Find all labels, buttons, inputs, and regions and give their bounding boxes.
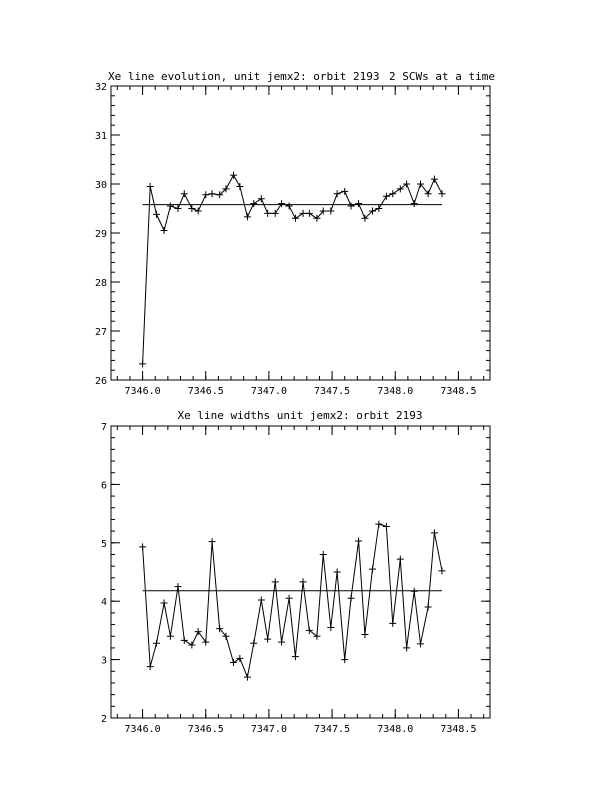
data-point-marker <box>403 644 410 651</box>
data-point-marker <box>230 172 237 179</box>
data-point-marker <box>147 183 154 190</box>
data-point-marker <box>334 569 341 576</box>
data-point-marker <box>195 207 202 214</box>
data-point-marker <box>431 529 438 536</box>
data-point-marker <box>209 538 216 545</box>
data-point-marker <box>250 200 257 207</box>
data-point-marker <box>188 642 195 649</box>
y-tick-label: 30 <box>94 180 107 191</box>
data-point-marker <box>327 624 334 631</box>
x-tick-label: 7347.0 <box>250 724 287 735</box>
data-point-marker <box>139 543 146 550</box>
data-point-marker <box>230 659 237 666</box>
data-point-marker <box>264 210 271 217</box>
data-point-marker <box>389 620 396 627</box>
y-tick-label: 27 <box>94 327 107 338</box>
x-tick-label: 7348.5 <box>440 724 477 735</box>
data-point-marker <box>425 604 432 611</box>
data-point-marker <box>397 556 404 563</box>
y-tick-label: 29 <box>94 229 107 240</box>
data-point-marker <box>292 215 299 222</box>
data-point-marker <box>348 203 355 210</box>
data-point-marker <box>174 205 181 212</box>
data-point-marker <box>320 551 327 558</box>
chart-subtitle: 2 SCWs at a time <box>389 70 495 83</box>
data-point-marker <box>361 631 368 638</box>
data-point-marker <box>250 640 257 647</box>
x-tick-label: 7348.0 <box>377 386 414 397</box>
data-point-marker <box>300 210 307 217</box>
data-point-marker <box>167 203 174 210</box>
data-point-marker <box>236 655 243 662</box>
data-point-marker <box>438 190 445 197</box>
data-point-marker <box>195 628 202 635</box>
data-point-marker <box>417 640 424 647</box>
y-tick-label: 32 <box>94 82 107 93</box>
x-tick-label: 7346.5 <box>187 386 224 397</box>
data-point-marker <box>181 637 188 644</box>
data-point-marker <box>174 583 181 590</box>
data-point-marker <box>286 595 293 602</box>
data-point-marker <box>244 213 251 220</box>
data-point-marker <box>272 210 279 217</box>
x-tick-label: 7346.0 <box>124 386 161 397</box>
data-point-marker <box>355 200 362 207</box>
y-tick-label: 2 <box>100 714 107 725</box>
data-point-marker <box>383 193 390 200</box>
data-point-marker <box>264 636 271 643</box>
data-point-marker <box>167 633 174 640</box>
chart-title: Xe line widths unit jemx2: orbit 2193 <box>177 409 423 422</box>
plot-frame <box>111 86 490 380</box>
data-point-marker <box>334 190 341 197</box>
panel-line-evolution <box>95 70 495 397</box>
data-point-marker <box>411 200 418 207</box>
chart-title: Xe line evolution, unit jemx2: orbit 2193 <box>108 70 380 83</box>
data-point-marker <box>278 200 285 207</box>
data-point-marker <box>383 523 390 530</box>
data-point-marker <box>355 538 362 545</box>
x-tick-label: 7347.5 <box>314 386 351 397</box>
y-tick-label: 7 <box>100 422 107 433</box>
data-point-marker <box>153 211 160 218</box>
data-point-marker <box>188 205 195 212</box>
y-tick-label: 3 <box>100 655 107 667</box>
y-tick-label: 26 <box>94 376 107 387</box>
x-tick-label: 7348.5 <box>440 386 477 397</box>
data-point-marker <box>139 360 146 367</box>
data-point-marker <box>236 183 243 190</box>
data-point-marker <box>258 195 265 202</box>
data-point-marker <box>292 653 299 660</box>
data-point-marker <box>153 640 160 647</box>
data-point-marker <box>181 190 188 197</box>
data-point-marker <box>209 190 216 197</box>
y-tick-label: 4 <box>100 597 107 609</box>
y-tick-label: 6 <box>100 480 107 492</box>
data-point-marker <box>306 210 313 217</box>
series-line <box>143 175 442 364</box>
data-point-marker <box>431 176 438 183</box>
x-tick-label: 7346.5 <box>187 724 224 735</box>
data-point-marker <box>161 227 168 234</box>
data-point-marker <box>369 566 376 573</box>
x-tick-label: 7347.5 <box>314 724 351 735</box>
y-tick-label: 5 <box>100 538 107 550</box>
x-tick-label: 7348.0 <box>377 724 414 735</box>
data-point-marker <box>375 205 382 212</box>
y-tick-label: 28 <box>94 278 107 289</box>
data-point-marker <box>341 188 348 195</box>
x-tick-label: 7347.0 <box>250 386 287 397</box>
data-point-marker <box>327 207 334 214</box>
data-point-marker <box>286 203 293 210</box>
data-point-marker <box>348 595 355 602</box>
plot-frame <box>111 426 490 718</box>
data-point-marker <box>147 663 154 670</box>
y-tick-label: 31 <box>94 131 107 142</box>
x-tick-label: 7346.0 <box>124 724 161 735</box>
data-point-marker <box>202 639 209 646</box>
data-point-marker <box>258 597 265 604</box>
data-point-marker <box>278 639 285 646</box>
data-point-marker <box>272 578 279 585</box>
data-point-marker <box>161 599 168 606</box>
panel-line-widths <box>101 409 490 735</box>
data-point-marker <box>244 674 251 681</box>
series-line <box>143 524 442 677</box>
data-point-marker <box>411 588 418 595</box>
data-point-marker <box>389 190 396 197</box>
data-point-marker <box>202 191 209 198</box>
data-point-marker <box>375 521 382 528</box>
data-point-marker <box>300 578 307 585</box>
data-point-marker <box>341 656 348 663</box>
data-point-marker <box>438 567 445 574</box>
